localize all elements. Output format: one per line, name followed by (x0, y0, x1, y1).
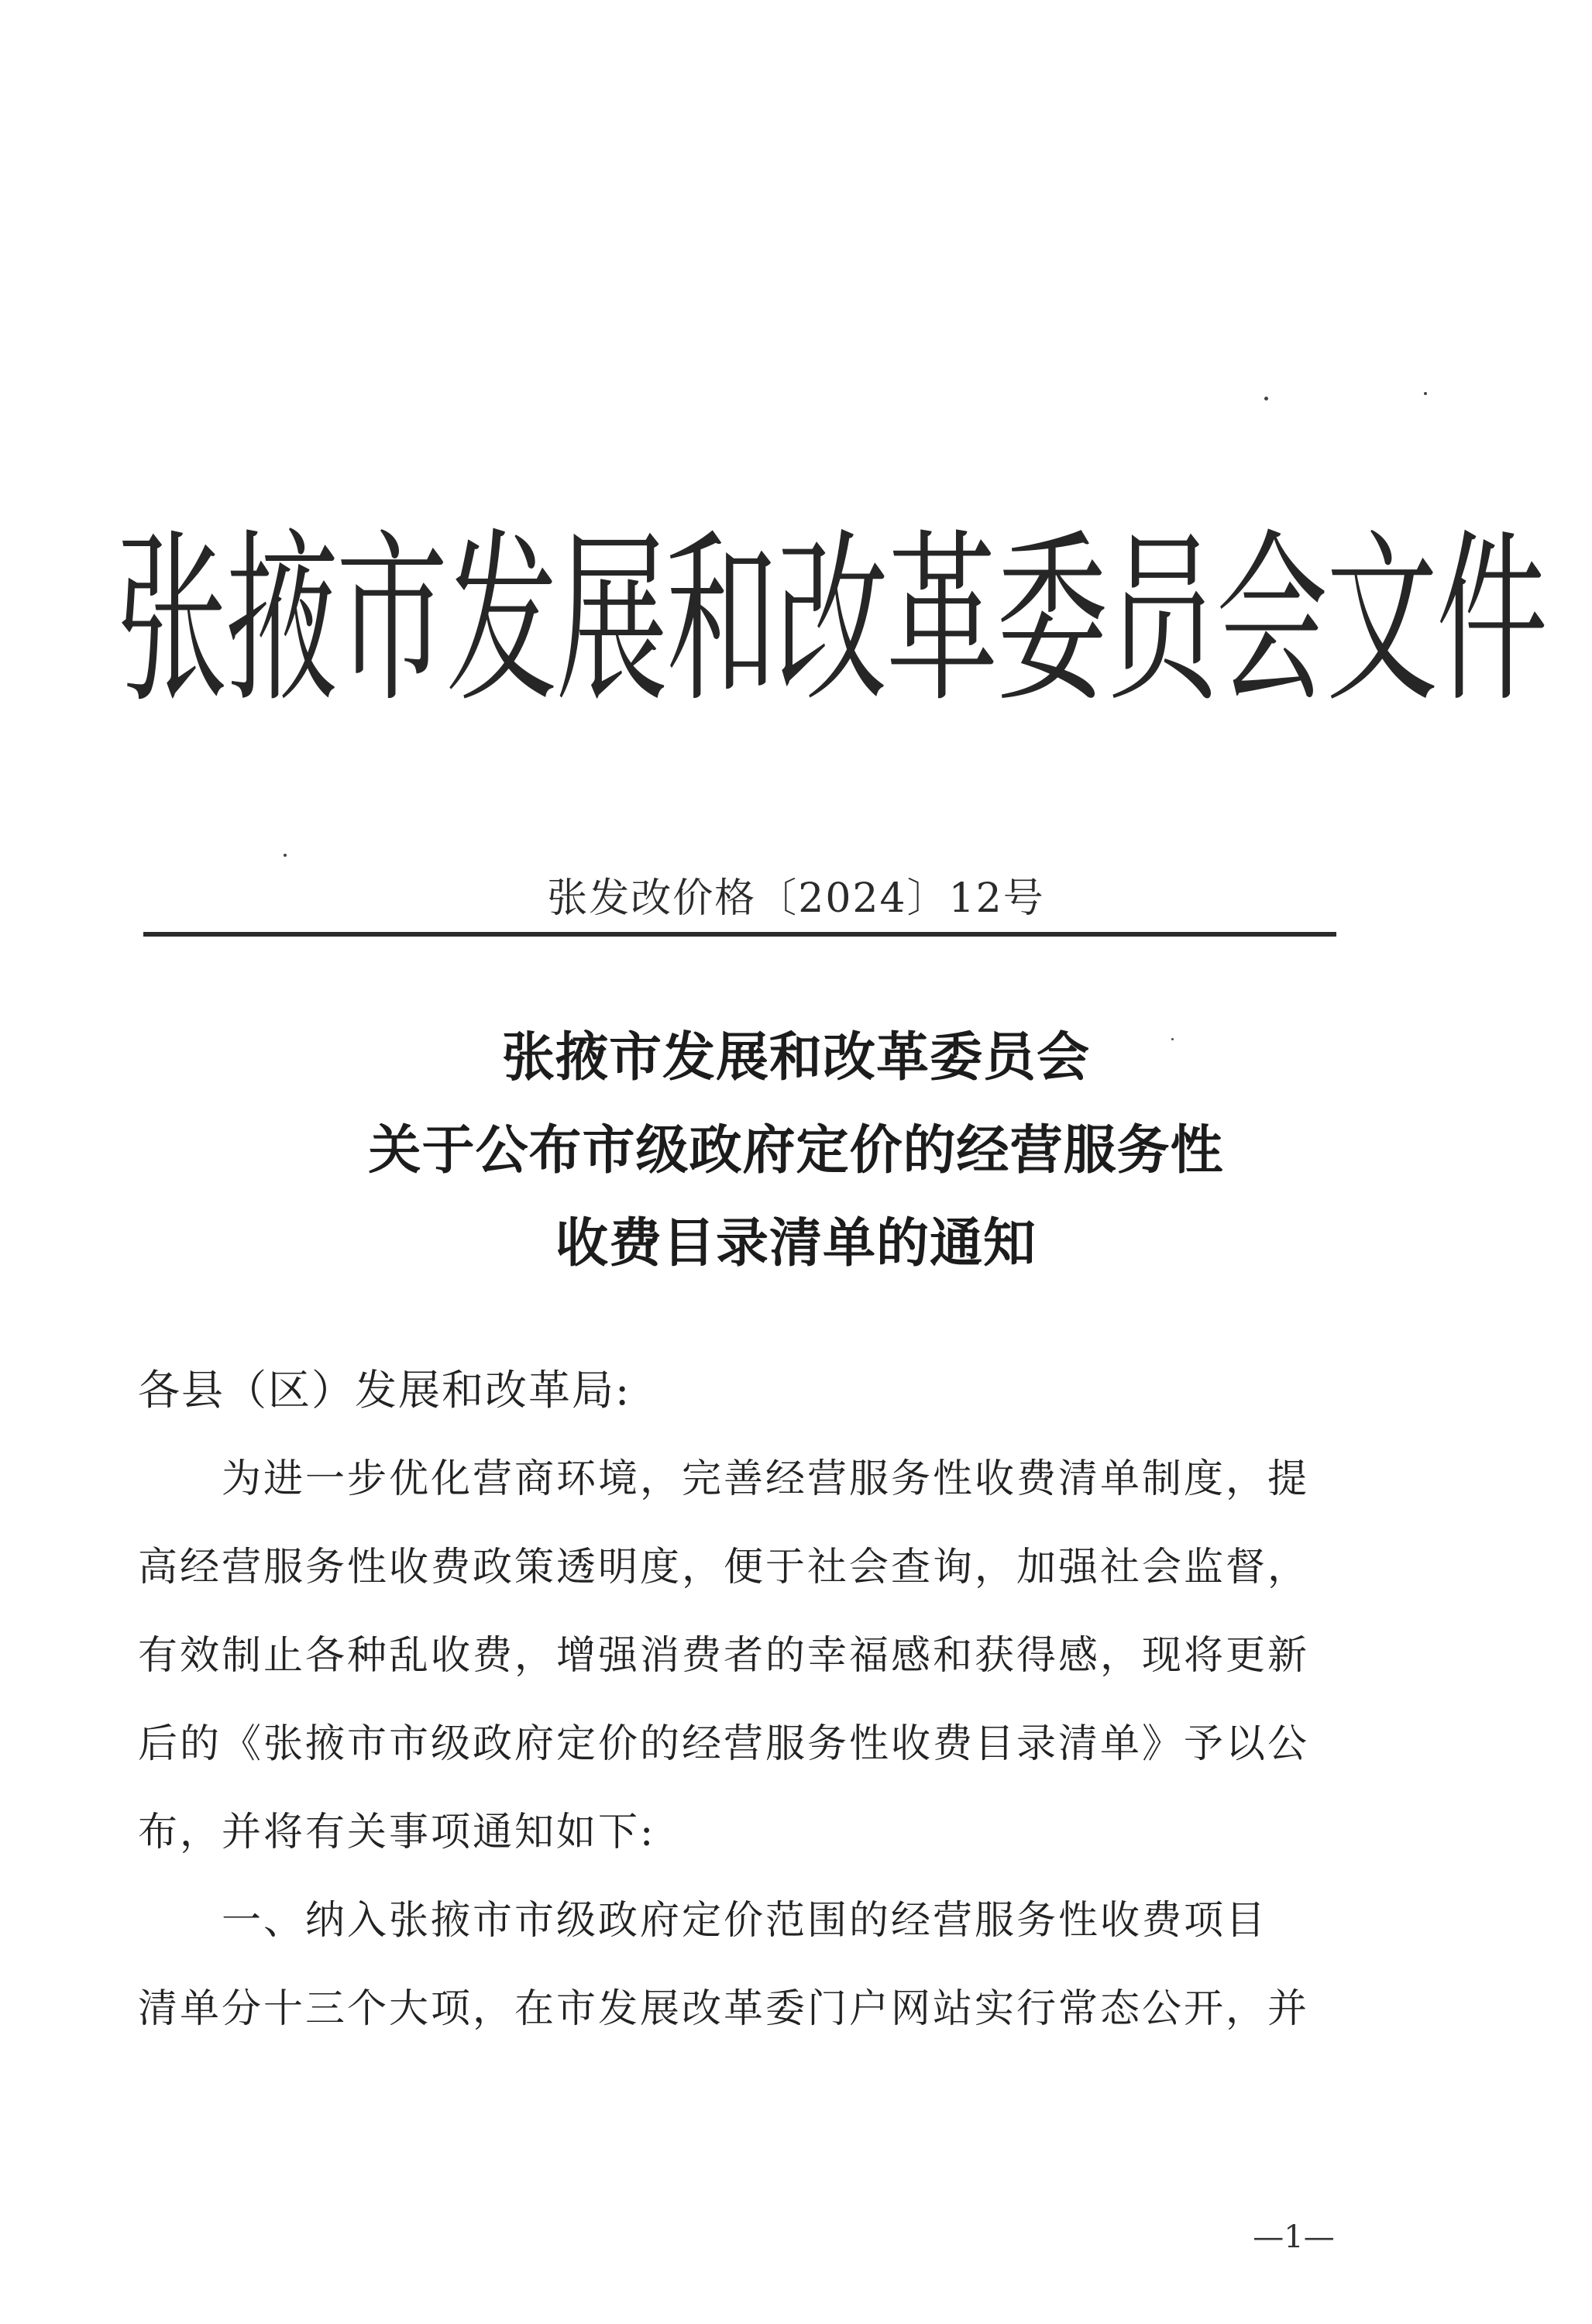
scan-speck (1171, 1038, 1174, 1040)
document-number: 张发改价格〔2024〕12号 (547, 875, 1045, 922)
page-number: —1— (1253, 2219, 1335, 2255)
body-text (138, 1435, 1346, 2054)
title-line: 关于公布市级政府定价的经营服务性 (368, 1119, 1224, 1181)
body-line: 清单分十三个大项，在市发展改革委门户网站实行常态公开，并 (138, 1986, 1310, 2032)
body-line: 后的《张掖市市级政府定价的经营服务性收费目录清单》予以公 (138, 1721, 1310, 1767)
scan-speck (284, 854, 287, 857)
issuer-header: 张掖市发展和改革委员会文件 (116, 512, 1547, 727)
title-line: 张掖市发展和改革委员会 (501, 1026, 1090, 1088)
body-line: 一、纳入张掖市市级政府定价范围的经营服务性收费项目 (138, 1898, 1268, 1944)
body-line: 有效制止各种乱收费，增强消费者的幸福感和获得感，现将更新 (138, 1633, 1310, 1679)
document-title (0, 1011, 1592, 1290)
header-divider (143, 932, 1336, 937)
scan-speck (1424, 392, 1427, 395)
body-line: 为进一步优化营商环境，完善经营服务性收费清单制度，提 (138, 1456, 1310, 1502)
title-line: 收费目录清单的通知 (555, 1212, 1037, 1274)
body-line: 高经营服务性收费政策透明度，便于社会查询，加强社会监督， (138, 1545, 1310, 1590)
addressee: 各县（区）发展和改革局: (138, 1366, 631, 1415)
scan-speck (1264, 397, 1268, 401)
body-line: 布，并将有关事项通知如下: (138, 1810, 656, 1855)
